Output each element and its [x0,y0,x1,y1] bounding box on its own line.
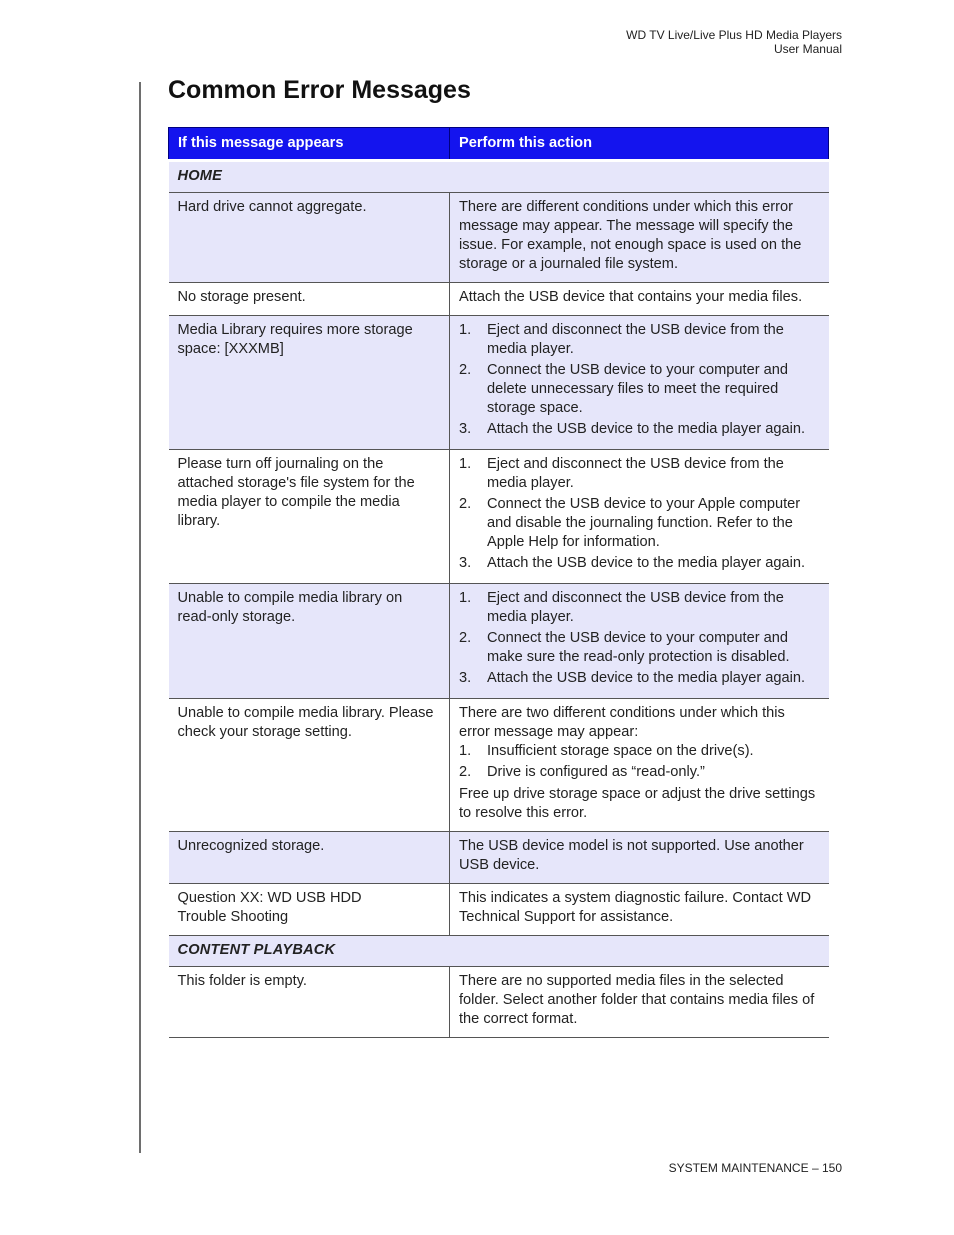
page-footer [669,1161,842,1175]
step-item [459,420,820,439]
step-text: Connect the USB device to your computer and make sure the read-only protection is disabled. [487,630,790,665]
error-message: Please turn off journaling on the attached storage's file system for the media player to compile the media library. [177,456,415,529]
action-cell [450,832,829,884]
action-followup: Free up drive storage space or adjust the drive settings to resolve this error. [459,786,816,821]
step-text: Eject and disconnect the USB device from the media player. [487,322,784,357]
step-text: Attach the USB device to the media player again. [487,555,806,571]
action-text: The USB device model is not supported. Use another USB device. [459,838,804,873]
section-label: HOME [169,161,829,193]
table-row [169,699,829,832]
error-messages-table [168,127,829,1038]
action-cell [450,193,829,283]
error-message: This folder is empty. [177,973,307,989]
step-item [459,361,820,418]
column-header-action: Perform this action [450,128,829,161]
error-message-cell [169,884,450,936]
step-text: Connect the USB device to your computer and delete unnecessary files to meet the required storage space. [487,362,788,416]
step-number: 3. [459,555,472,571]
action-steps [459,455,820,573]
step-item [459,554,820,573]
step-number: 1. [459,322,472,338]
action-cell [450,283,829,316]
error-message-cell [169,832,450,884]
action-cell [450,316,829,450]
action-text: There are no supported media files in the selected folder. Select another folder that contains media files of the correct format. [459,973,815,1027]
step-number: 2. [459,630,472,646]
header-manual-label: User Manual [773,42,842,56]
table-row [169,193,829,283]
step-text: Connect the USB device to your Apple computer and disable the journaling function. Refer to the Apple Help for information. [487,496,801,550]
step-number: 2. [459,496,472,512]
step-item [459,629,820,667]
step-text: Attach the USB device to the media player again. [487,421,806,437]
error-message: Unrecognized storage. [177,838,325,854]
action-cell [450,450,829,584]
step-number: 1. [459,456,472,472]
error-message: Unable to compile media library on read-only storage. [177,590,403,625]
error-message-cell [169,450,450,584]
step-number: 2. [459,764,472,780]
step-number: 3. [459,670,472,686]
action-text: There are different conditions under which this error message may appear. The message will specify the issue. For example, not enough space is used on the storage or a journaled file system. [459,199,802,272]
step-text: Drive is configured as “read-only.” [487,764,705,780]
table-row [169,584,829,699]
action-text: Attach the USB device that contains your media files. [459,289,803,305]
step-number: 2. [459,362,472,378]
error-message-cell [169,283,450,316]
step-item [459,763,820,782]
action-text: There are two different conditions under which this error message may appear: [459,705,785,740]
error-message: Unable to compile media library. Please check your storage setting. [177,705,434,740]
step-text: Insufficient storage space on the drive(s). [487,743,754,759]
step-item [459,742,820,761]
action-steps [459,589,820,688]
action-steps [459,321,820,439]
margin-rule [139,82,141,1153]
action-cell [450,584,829,699]
error-message-line: Trouble Shooting [177,909,289,925]
step-item [459,495,820,552]
step-number: 3. [459,421,472,437]
action-steps [459,742,820,782]
running-header [626,28,842,56]
step-number: 1. [459,590,472,606]
step-text: Eject and disconnect the USB device from the media player. [487,456,784,491]
section-label: CONTENT PLAYBACK [169,936,829,967]
action-text: This indicates a system diagnostic failure. Contact WD Technical Support for assistance. [459,890,812,925]
table-row [169,967,829,1038]
step-item [459,321,820,359]
step-text: Eject and disconnect the USB device from the media player. [487,590,784,625]
footer-section-name: SYSTEM MAINTENANCE [668,1161,809,1175]
error-message-cell [169,316,450,450]
footer-separator: – [811,1161,819,1175]
error-message: Hard drive cannot aggregate. [177,199,367,215]
error-message-line: Question XX: WD USB HDD [177,890,362,906]
column-header-message: If this message appears [169,128,450,161]
action-cell [450,699,829,832]
table-row [169,283,829,316]
section-row-home [169,161,829,193]
error-message-cell [169,584,450,699]
step-text: Attach the USB device to the media player again. [487,670,806,686]
step-item [459,669,820,688]
error-message-cell [169,967,450,1038]
error-message-cell [169,699,450,832]
step-item [459,455,820,493]
table-row [169,450,829,584]
step-item [459,589,820,627]
table-row [169,832,829,884]
step-number: 1. [459,743,472,759]
error-message-cell [169,193,450,283]
action-cell [450,967,829,1038]
table-row [169,884,829,936]
page-number: 150 [821,1161,842,1175]
table-row [169,316,829,450]
header-product-name: WD TV Live/Live Plus HD Media Players [626,28,842,42]
section-row-content-playback [169,936,829,967]
error-message: No storage present. [177,289,306,305]
action-cell [450,884,829,936]
page-title: Common Error Messages [168,76,471,104]
error-message: Media Library requires more storage space: [XXXMB] [177,322,413,357]
table-header-row [169,128,829,161]
